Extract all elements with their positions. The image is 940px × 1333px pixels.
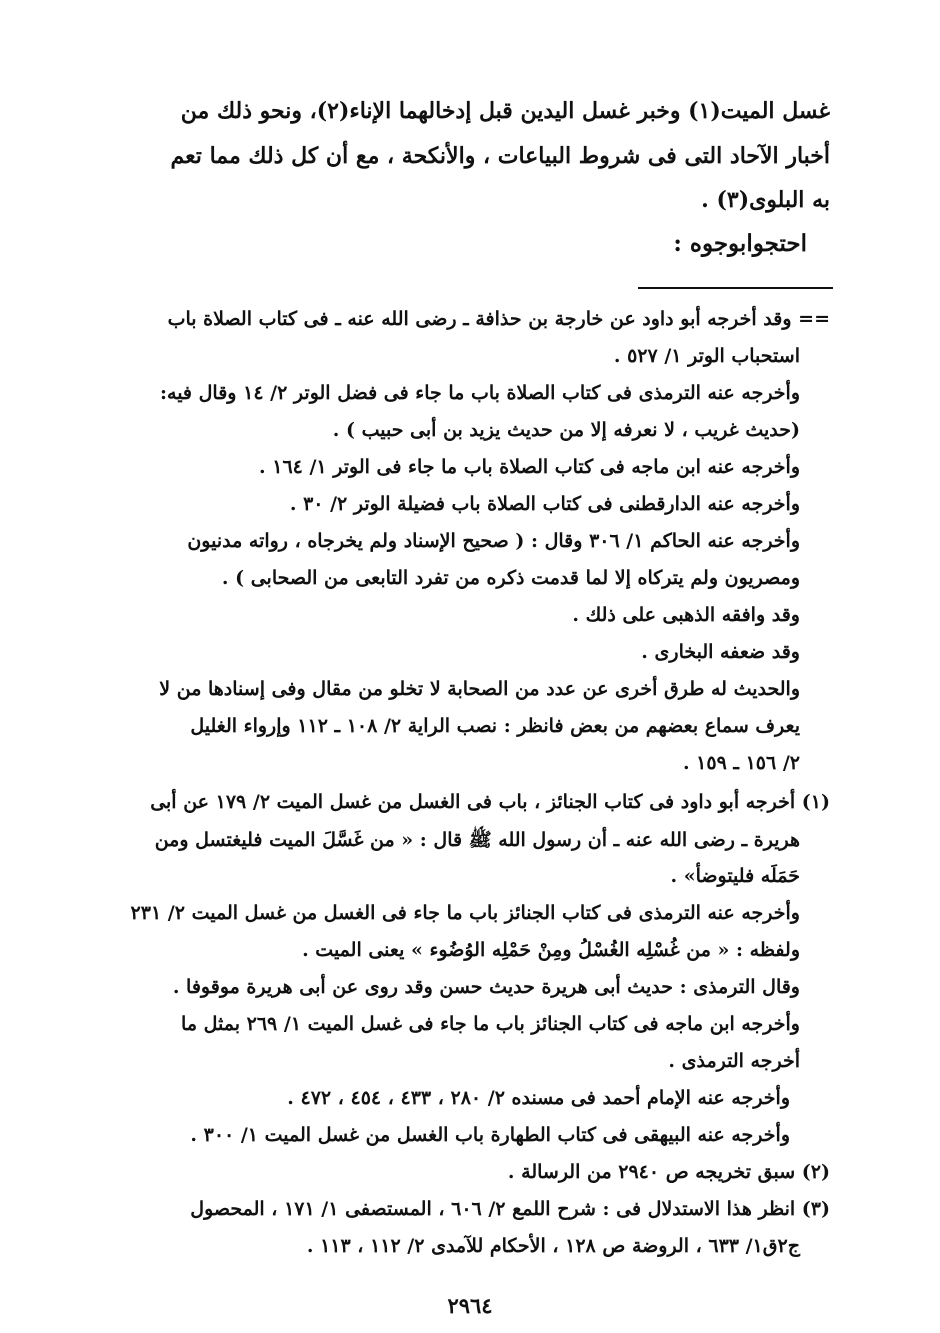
footnote-line: وأخرجه عنه الدارقطنى فى كتاب الصلاة باب فضيلة الوتر ٢/ ٣٠ . xyxy=(289,493,800,515)
footnote-line: والحديث له طرق أخرى عن عدد من الصحابة لا تخلو من مقال وفى إسنادها من لا xyxy=(159,678,800,700)
footnote-line: وأخرجه عنه الحاكم ١/ ٣٠٦ وقال : ( صحيح الإسناد ولم يخرجاه ، رواته مدنيون xyxy=(187,530,800,552)
footnote-line: وأخرجه عنه البيهقى فى كتاب الطهارة باب الغسل من غسل الميت ١/ ٣٠٠ . xyxy=(190,1124,790,1146)
footnote-line: وأخرجه عنه الترمذى فى كتاب الجنائز باب ما جاء فى الغسل من غسل الميت ٢/ ٢٣١ xyxy=(130,902,800,924)
footnote-line: (١) أخرجه أبو داود فى كتاب الجنائز ، باب فى الغسل من غسل الميت ٢/ ١٧٩ عن أبى xyxy=(150,791,830,813)
footnote-line: (٣) انظر هذا الاستدلال فى : شرح اللمع ٢/ ٦٠٦ ، المستصفى ١/ ١٧١ ، المحصول xyxy=(190,1198,830,1220)
footnote-line: وأخرجه عنه الإمام أحمد فى مسنده ٢/ ٢٨٠ ، ٤٣٣ ، ٤٥٤ ، ٤٧٢ . xyxy=(287,1087,790,1109)
footnote-line: (حديث غريب ، لا نعرفه إلا من حديث يزيد بن أبى حبيب ) . xyxy=(332,419,800,441)
footnote-line: أخرجه الترمذى . xyxy=(668,1050,800,1072)
footnote-line: يعرف سماع بعضهم من بعض فانظر : نصب الراية ٢/ ١٠٨ ـ ١١٢ وإرواء الغليل xyxy=(190,715,800,737)
footnote-line: ٢/ ١٥٦ ـ ١٥٩ . xyxy=(682,752,800,774)
footnote-line: وأخرجه عنه ابن ماجه فى كتاب الصلاة باب ما جاء فى الوتر ١/ ١٦٤ . xyxy=(259,456,800,478)
footnote-line: وأخرجه ابن ماجه فى كتاب الجنائز باب ما جاء فى غسل الميت ١/ ٢٦٩ بمثل ما xyxy=(181,1013,800,1035)
footnote-line: وأخرجه عنه الترمذى فى كتاب الصلاة باب ما جاء فى فضل الوتر ٢/ ١٤ وقال فيه: xyxy=(160,382,800,404)
footnote-line: وقد وافقه الذهبى على ذلك . xyxy=(572,604,800,626)
main-text-line: غسل الميت(١) وخبر غسل اليدين قبل إدخالهما الإناء(٢)، ونحو ذلك من xyxy=(180,98,830,124)
footnote-line: هريرة ـ رضى الله عنه ـ أن رسول الله ﷺ قال : « من غَسَّلَ الميت فليغتسل ومن xyxy=(154,829,800,851)
main-text-line: به البلوى(٣) . xyxy=(701,187,830,213)
footnote-line: وقد ضعفه البخارى . xyxy=(641,641,800,663)
footnote-line: حَمَلَه فليتوضأ» . xyxy=(670,865,800,887)
footnote-line: ولفظه : « من غُسْلِه الغُسْلُ ومِنْ حَمْلِه الوُضُوء » يعنى الميت . xyxy=(302,939,800,961)
footnote-line: استحباب الوتر ١/ ٥٢٧ . xyxy=(613,345,800,367)
page-number: ٢٩٦٤ xyxy=(447,1293,493,1318)
footnote-line: ج٢ق١/ ٦٣٣ ، الروضة ص ١٢٨ ، الأحكام للآمدى ٢/ ١١٢ ، ١١٣ . xyxy=(306,1235,800,1257)
footnote-line: ومصريون ولم يتركاه إلا لما قدمت ذكره من تفرد التابعى من الصحابى ) . xyxy=(221,567,800,589)
footnote-line: (٢) سبق تخريجه ص ٢٩٤٠ من الرسالة . xyxy=(507,1161,830,1183)
footnote-divider xyxy=(638,287,833,289)
footnote-line: وقال الترمذى : حديث أبى هريرة حديث حسن وقد روى عن أبى هريرة موقوفا . xyxy=(172,976,800,998)
main-text-line: أخبار الآحاد التى فى شروط البياعات ، والأنكحة ، مع أن كل ذلك مما تعم xyxy=(170,143,830,169)
footnote-line: == وقد أخرجه أبو داود عن خارجة بن حذافة ـ رضى الله عنه ـ فى كتاب الصلاة باب xyxy=(167,308,830,330)
section-heading: احتجوابوجوه : xyxy=(673,230,807,257)
